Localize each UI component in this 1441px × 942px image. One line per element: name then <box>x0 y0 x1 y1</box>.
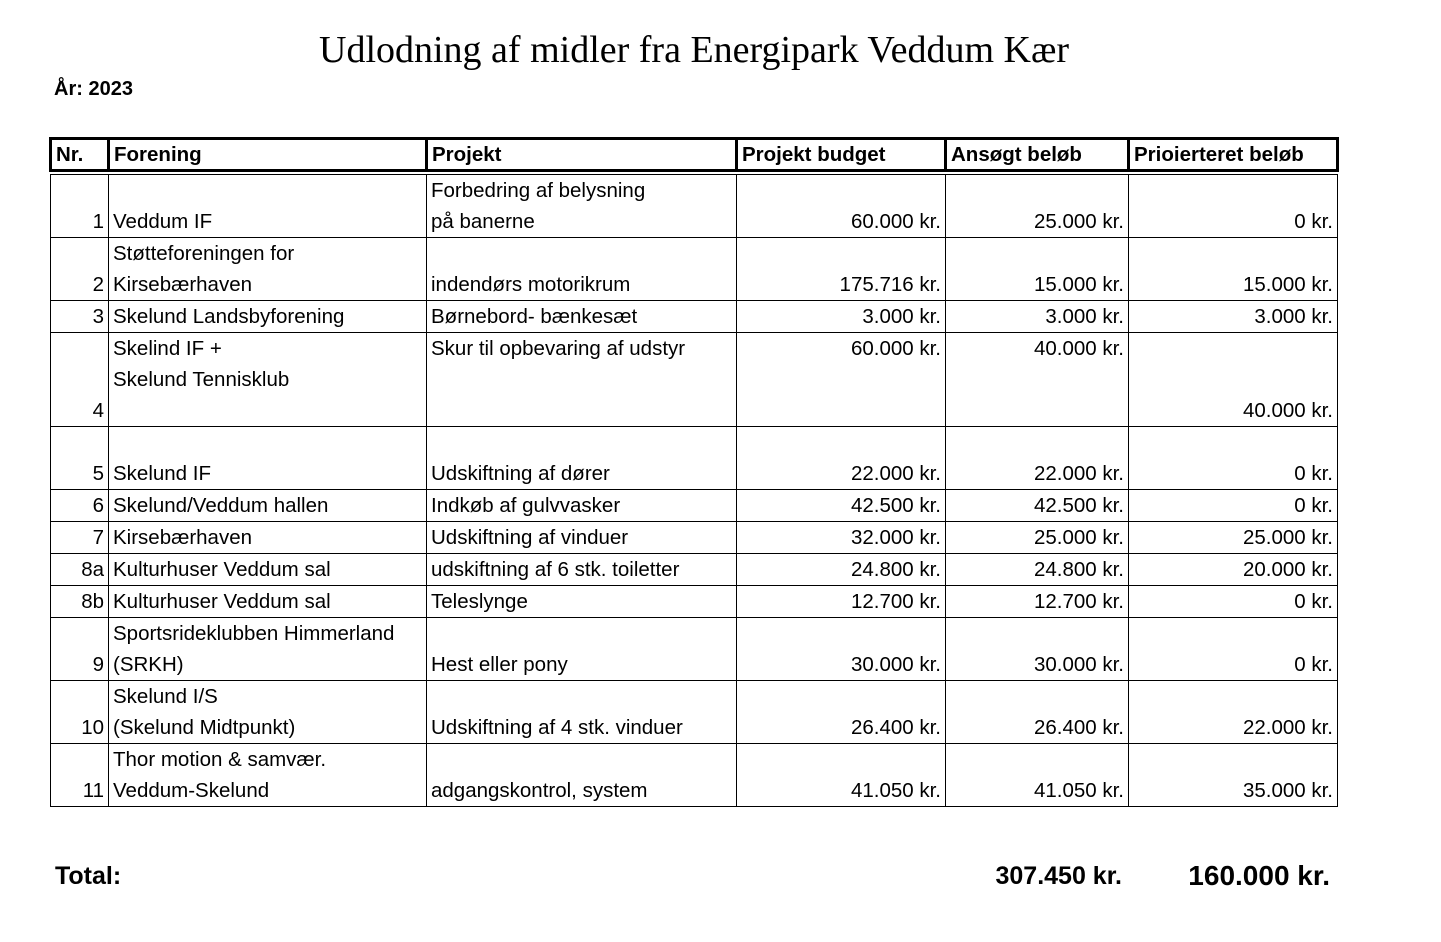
cell-forening <box>109 586 427 618</box>
cell-nr: 9 <box>51 618 109 681</box>
header-budget: Projekt budget <box>737 139 946 171</box>
cell-budget: 41.050 kr. <box>737 744 946 807</box>
cell-forening-line: Skelind IF + <box>113 337 222 360</box>
table-row <box>51 744 1338 807</box>
table-row <box>51 238 1338 301</box>
cell-forening <box>109 744 427 807</box>
cell-ansoegt: 42.500 kr. <box>946 490 1129 522</box>
cell-forening <box>109 490 427 522</box>
cell-forening-line: Kirsebærhaven <box>113 273 253 296</box>
cell-projekt <box>427 490 737 522</box>
cell-nr: 10 <box>51 681 109 744</box>
cell-projekt-line <box>431 238 732 269</box>
cell-prioriteret: 22.000 kr. <box>1129 681 1338 744</box>
cell-ansoegt: 12.700 kr. <box>946 586 1129 618</box>
cell-nr: 6 <box>51 490 109 522</box>
cell-nr: 11 <box>51 744 109 807</box>
cell-projekt <box>427 333 737 427</box>
table-row <box>51 554 1338 586</box>
cell-forening-line: Skelund Tennisklub <box>113 368 290 391</box>
table-header <box>51 139 1338 175</box>
header-prioriteret: Prioierteret beløb <box>1129 139 1338 171</box>
cell-projekt-line: Hest eller pony <box>431 653 568 676</box>
cell-ansoegt: 41.050 kr. <box>946 744 1129 807</box>
cell-budget: 12.700 kr. <box>737 586 946 618</box>
cell-projekt-line <box>431 395 732 426</box>
cell-forening-line: Sportsrideklubben Himmerland <box>113 622 395 645</box>
total-label: Total: <box>55 862 122 890</box>
table-row <box>51 490 1338 522</box>
cell-forening-line <box>113 395 422 426</box>
cell-projekt <box>427 175 737 238</box>
header-ansoegt: Ansøgt beløb <box>946 139 1129 171</box>
header-forening: Forening <box>109 139 427 171</box>
total-requested: 307.450 kr. <box>995 862 1122 890</box>
cell-prioriteret: 3.000 kr. <box>1129 301 1338 333</box>
cell-forening-line: Thor motion & samvær. <box>113 748 327 771</box>
grants-table <box>49 137 1339 807</box>
table-row <box>51 301 1338 333</box>
cell-projekt-line: på banerne <box>431 210 535 233</box>
cell-prioriteret: 0 kr. <box>1129 586 1338 618</box>
cell-projekt <box>427 427 737 490</box>
cell-projekt <box>427 618 737 681</box>
cell-projekt <box>427 744 737 807</box>
cell-prioriteret: 0 kr. <box>1129 618 1338 681</box>
cell-forening <box>109 333 427 427</box>
cell-projekt <box>427 554 737 586</box>
cell-forening-line: Skelund Landsbyforening <box>113 305 345 328</box>
cell-forening <box>109 175 427 238</box>
cell-budget: 175.716 kr. <box>737 238 946 301</box>
cell-budget: 26.400 kr. <box>737 681 946 744</box>
header-nr: Nr. <box>51 139 109 171</box>
cell-ansoegt: 3.000 kr. <box>946 301 1129 333</box>
cell-forening-line: (Skelund Midtpunkt) <box>113 716 296 739</box>
cell-projekt <box>427 522 737 554</box>
cell-projekt-line <box>431 364 732 395</box>
cell-forening-line: Skelund I/S <box>113 685 218 708</box>
cell-prioriteret: 15.000 kr. <box>1129 238 1338 301</box>
year-label: År: 2023 <box>54 78 133 100</box>
cell-ansoegt: 26.400 kr. <box>946 681 1129 744</box>
cell-ansoegt: 40.000 kr. <box>946 333 1129 427</box>
cell-projekt-line: udskiftning af 6 stk. toiletter <box>431 558 680 581</box>
cell-prioriteret: 25.000 kr. <box>1129 522 1338 554</box>
cell-forening-line: Veddum-Skelund <box>113 779 270 802</box>
document-title: Udlodning af midler fra Energipark Veddum Kær <box>319 29 1069 71</box>
total-prioritized: 160.000 kr. <box>1188 860 1330 891</box>
cell-projekt-line: Udskiftning af 4 stk. vinduer <box>431 716 683 739</box>
cell-prioriteret: 0 kr. <box>1129 175 1338 238</box>
cell-forening <box>109 238 427 301</box>
cell-budget: 3.000 kr. <box>737 301 946 333</box>
table-row <box>51 681 1338 744</box>
cell-projekt-line: Skur til opbevaring af udstyr <box>431 337 686 360</box>
cell-projekt-line <box>431 744 732 775</box>
cell-forening-line: Skelund/Veddum hallen <box>113 494 329 517</box>
table-row <box>51 618 1338 681</box>
cell-forening-line: Skelund IF <box>113 462 211 485</box>
cell-forening-line <box>113 175 422 206</box>
cell-prioriteret: 20.000 kr. <box>1129 554 1338 586</box>
cell-nr: 5 <box>51 427 109 490</box>
cell-budget: 60.000 kr. <box>737 333 946 427</box>
header-projekt: Projekt <box>427 139 737 171</box>
cell-projekt-line: adgangskontrol, system <box>431 779 648 802</box>
cell-budget: 60.000 kr. <box>737 175 946 238</box>
table-body <box>51 175 1338 807</box>
cell-projekt-line <box>431 618 732 649</box>
cell-forening <box>109 618 427 681</box>
cell-ansoegt: 25.000 kr. <box>946 175 1129 238</box>
cell-forening-line: (SRKH) <box>113 653 184 676</box>
cell-projekt-line: Udskiftning af dører <box>431 462 610 485</box>
cell-forening-line: Veddum IF <box>113 210 213 233</box>
cell-ansoegt: 30.000 kr. <box>946 618 1129 681</box>
cell-projekt-line: Indkøb af gulvvasker <box>431 494 621 517</box>
cell-ansoegt: 25.000 kr. <box>946 522 1129 554</box>
cell-projekt-line: Teleslynge <box>431 590 528 613</box>
cell-nr: 3 <box>51 301 109 333</box>
cell-nr: 7 <box>51 522 109 554</box>
cell-forening-line: Støtteforeningen for <box>113 242 295 265</box>
cell-nr: 1 <box>51 175 109 238</box>
cell-projekt <box>427 681 737 744</box>
cell-forening <box>109 681 427 744</box>
table-row <box>51 522 1338 554</box>
cell-projekt-line: Børnebord- bænkesæt <box>431 305 638 328</box>
cell-forening-line <box>113 427 422 458</box>
cell-prioriteret: 0 kr. <box>1129 490 1338 522</box>
table-row <box>51 333 1338 427</box>
cell-budget: 22.000 kr. <box>737 427 946 490</box>
cell-budget: 30.000 kr. <box>737 618 946 681</box>
cell-forening-line: Kulturhuser Veddum sal <box>113 558 331 581</box>
cell-projekt <box>427 238 737 301</box>
cell-budget: 24.800 kr. <box>737 554 946 586</box>
cell-forening <box>109 522 427 554</box>
cell-forening <box>109 427 427 490</box>
cell-projekt-line: Forbedring af belysning <box>431 179 646 202</box>
cell-projekt-line: indendørs motorikrum <box>431 273 631 296</box>
table-row <box>51 175 1338 238</box>
cell-forening-line: Kulturhuser Veddum sal <box>113 590 331 613</box>
cell-nr: 8b <box>51 586 109 618</box>
cell-projekt-line <box>431 681 732 712</box>
cell-projekt-line <box>431 427 732 458</box>
cell-nr: 8a <box>51 554 109 586</box>
table-row <box>51 586 1338 618</box>
cell-nr: 2 <box>51 238 109 301</box>
cell-projekt <box>427 301 737 333</box>
cell-budget: 42.500 kr. <box>737 490 946 522</box>
cell-projekt-line: Udskiftning af vinduer <box>431 526 629 549</box>
cell-prioriteret: 0 kr. <box>1129 427 1338 490</box>
cell-prioriteret: 35.000 kr. <box>1129 744 1338 807</box>
table-row <box>51 427 1338 490</box>
cell-ansoegt: 15.000 kr. <box>946 238 1129 301</box>
cell-projekt <box>427 586 737 618</box>
cell-budget: 32.000 kr. <box>737 522 946 554</box>
cell-forening <box>109 301 427 333</box>
cell-prioriteret: 40.000 kr. <box>1129 333 1338 427</box>
cell-forening <box>109 554 427 586</box>
cell-ansoegt: 24.800 kr. <box>946 554 1129 586</box>
cell-ansoegt: 22.000 kr. <box>946 427 1129 490</box>
cell-nr: 4 <box>51 333 109 427</box>
cell-forening-line: Kirsebærhaven <box>113 526 253 549</box>
